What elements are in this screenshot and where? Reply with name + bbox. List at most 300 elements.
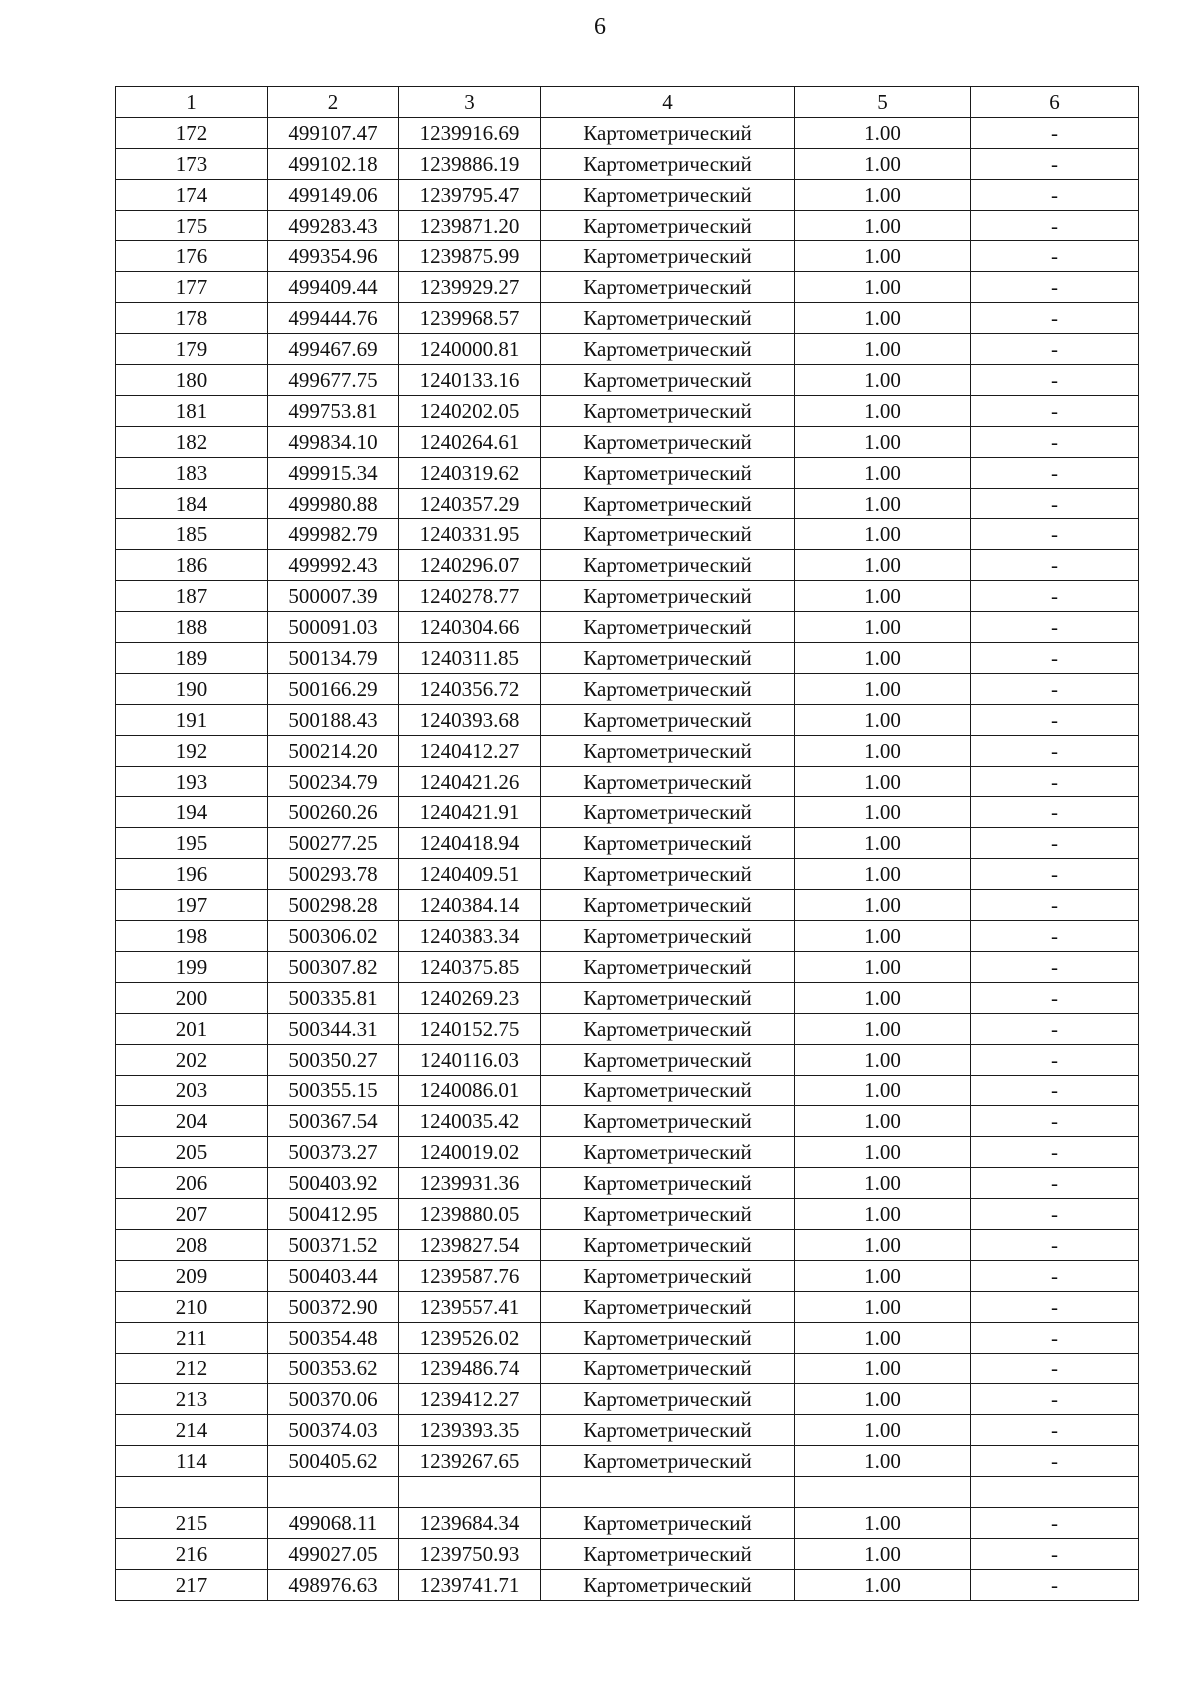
table-cell: 1239526.02 — [399, 1322, 541, 1353]
table-cell: - — [971, 1353, 1139, 1384]
column-header: 4 — [541, 87, 795, 118]
table-cell: 500344.31 — [268, 1013, 399, 1044]
table-cell: 1239827.54 — [399, 1229, 541, 1260]
table-cell: 1240357.29 — [399, 488, 541, 519]
table-cell: 1.00 — [795, 488, 971, 519]
table-cell: 174 — [116, 179, 268, 210]
table-cell: 1.00 — [795, 1075, 971, 1106]
table-cell: 172 — [116, 117, 268, 148]
table-cell: 1.00 — [795, 1538, 971, 1569]
table-cell: - — [971, 735, 1139, 766]
table-cell: 500371.52 — [268, 1229, 399, 1260]
table-cell: 1239557.41 — [399, 1291, 541, 1322]
table-cell: 500234.79 — [268, 766, 399, 797]
table-cell: 499102.18 — [268, 148, 399, 179]
table-cell: - — [971, 1199, 1139, 1230]
table-cell: - — [971, 921, 1139, 952]
table-cell: 1.00 — [795, 457, 971, 488]
table-cell: Картометрический — [541, 643, 795, 674]
table-cell: Картометрический — [541, 1199, 795, 1230]
table-cell: 1240383.34 — [399, 921, 541, 952]
table-cell: 1240418.94 — [399, 828, 541, 859]
table-cell: 1.00 — [795, 982, 971, 1013]
table-cell: 499915.34 — [268, 457, 399, 488]
table-row — [116, 643, 1139, 674]
table-row — [116, 1075, 1139, 1106]
table-cell: 180 — [116, 365, 268, 396]
table-cell: 1.00 — [795, 519, 971, 550]
table-cell: 1.00 — [795, 890, 971, 921]
table-cell: 499068.11 — [268, 1507, 399, 1538]
table-row — [116, 1199, 1139, 1230]
table-cell: - — [971, 117, 1139, 148]
table-cell: Картометрический — [541, 735, 795, 766]
table-cell: Картометрический — [541, 1322, 795, 1353]
table-cell: 500372.90 — [268, 1291, 399, 1322]
table-cell: 500374.03 — [268, 1415, 399, 1446]
column-header: 6 — [971, 87, 1139, 118]
table-cell: 500166.29 — [268, 673, 399, 704]
table-row — [116, 612, 1139, 643]
table-cell: 500306.02 — [268, 921, 399, 952]
table-cell: 1.00 — [795, 797, 971, 828]
table-cell: 500188.43 — [268, 704, 399, 735]
table-cell: - — [971, 365, 1139, 396]
table-cell: - — [971, 1291, 1139, 1322]
table-row — [116, 890, 1139, 921]
table-cell: - — [971, 1106, 1139, 1137]
table-cell: 499107.47 — [268, 117, 399, 148]
table-cell: Картометрический — [541, 859, 795, 890]
table-row — [116, 519, 1139, 550]
table-row — [116, 272, 1139, 303]
table-cell: Картометрический — [541, 1229, 795, 1260]
table-cell: 499354.96 — [268, 241, 399, 272]
table-cell: 499027.05 — [268, 1538, 399, 1569]
table-cell: 1.00 — [795, 179, 971, 210]
table-cell: - — [971, 1569, 1139, 1600]
table-cell: 196 — [116, 859, 268, 890]
table-cell: Картометрический — [541, 550, 795, 581]
table-cell: 500354.48 — [268, 1322, 399, 1353]
table-cell: 1.00 — [795, 395, 971, 426]
table-cell: Картометрический — [541, 890, 795, 921]
table-cell: 500091.03 — [268, 612, 399, 643]
table-row — [116, 1322, 1139, 1353]
table-cell: Картометрический — [541, 1044, 795, 1075]
table-cell — [268, 1477, 399, 1508]
table-cell: Картометрический — [541, 673, 795, 704]
table-cell: 1240375.85 — [399, 951, 541, 982]
table-cell: - — [971, 797, 1139, 828]
table-cell: 1.00 — [795, 1013, 971, 1044]
table-cell: 1240412.27 — [399, 735, 541, 766]
table-cell: Картометрический — [541, 982, 795, 1013]
table-cell: Картометрический — [541, 1446, 795, 1477]
table-cell: 182 — [116, 426, 268, 457]
table-cell: 1239871.20 — [399, 210, 541, 241]
table-cell: 179 — [116, 334, 268, 365]
table-cell: 200 — [116, 982, 268, 1013]
table-cell: - — [971, 828, 1139, 859]
table-cell: 1.00 — [795, 1384, 971, 1415]
table-cell: 197 — [116, 890, 268, 921]
table-cell: Картометрический — [541, 457, 795, 488]
table-cell: 1.00 — [795, 426, 971, 457]
table-cell: 1.00 — [795, 1353, 971, 1384]
table-row — [116, 1229, 1139, 1260]
table-row — [116, 1137, 1139, 1168]
table-cell: 192 — [116, 735, 268, 766]
table-row — [116, 704, 1139, 735]
table-cell: 1240269.23 — [399, 982, 541, 1013]
table-cell: 500214.20 — [268, 735, 399, 766]
table-cell: 177 — [116, 272, 268, 303]
column-header: 2 — [268, 87, 399, 118]
table-cell: Картометрический — [541, 704, 795, 735]
table-cell: - — [971, 581, 1139, 612]
table-cell: Картометрический — [541, 612, 795, 643]
table-cell: 500335.81 — [268, 982, 399, 1013]
table-row — [116, 859, 1139, 890]
table-cell: Картометрический — [541, 1260, 795, 1291]
table-cell: 209 — [116, 1260, 268, 1291]
table-cell — [541, 1477, 795, 1508]
table-cell: 499753.81 — [268, 395, 399, 426]
table-cell: 500307.82 — [268, 951, 399, 982]
table-row — [116, 550, 1139, 581]
table-row — [116, 1168, 1139, 1199]
table-row — [116, 1353, 1139, 1384]
table-cell: Картометрический — [541, 303, 795, 334]
table-cell: 500370.06 — [268, 1384, 399, 1415]
table-cell: 184 — [116, 488, 268, 519]
table-cell: 201 — [116, 1013, 268, 1044]
table-cell: 1239880.05 — [399, 1199, 541, 1230]
table-cell: 1.00 — [795, 1569, 971, 1600]
table-cell: - — [971, 488, 1139, 519]
table-row — [116, 303, 1139, 334]
table-cell: 1.00 — [795, 921, 971, 952]
table-cell: 499283.43 — [268, 210, 399, 241]
table-cell: 1.00 — [795, 210, 971, 241]
table-cell: Картометрический — [541, 951, 795, 982]
table-cell: 1.00 — [795, 334, 971, 365]
table-cell: 212 — [116, 1353, 268, 1384]
table-cell: Картометрический — [541, 1415, 795, 1446]
table-cell: 499992.43 — [268, 550, 399, 581]
table-cell: 500403.44 — [268, 1260, 399, 1291]
table-cell: 1.00 — [795, 612, 971, 643]
table-cell: 210 — [116, 1291, 268, 1322]
table-cell: Картометрический — [541, 395, 795, 426]
table-cell: Картометрический — [541, 210, 795, 241]
table-cell: 499980.88 — [268, 488, 399, 519]
table-row — [116, 1538, 1139, 1569]
table-cell: 500405.62 — [268, 1446, 399, 1477]
table-cell: 500353.62 — [268, 1353, 399, 1384]
table-cell: 1240319.62 — [399, 457, 541, 488]
table-row — [116, 334, 1139, 365]
table-cell: Картометрический — [541, 766, 795, 797]
table-cell: 500403.92 — [268, 1168, 399, 1199]
table-cell: 1.00 — [795, 766, 971, 797]
table-cell: 1239750.93 — [399, 1538, 541, 1569]
table-cell: - — [971, 1168, 1139, 1199]
table-cell: 186 — [116, 550, 268, 581]
table-row — [116, 488, 1139, 519]
table-cell: Картометрический — [541, 1507, 795, 1538]
table-row — [116, 1260, 1139, 1291]
table-cell: Картометрический — [541, 1013, 795, 1044]
table-row — [116, 1415, 1139, 1446]
table-cell: 1.00 — [795, 1044, 971, 1075]
table-cell: - — [971, 272, 1139, 303]
table-cell: 1240421.91 — [399, 797, 541, 828]
table-cell: 1240331.95 — [399, 519, 541, 550]
table-cell: 1.00 — [795, 1229, 971, 1260]
table-cell: Картометрический — [541, 334, 795, 365]
table-cell: 211 — [116, 1322, 268, 1353]
table-cell: - — [971, 1446, 1139, 1477]
table-cell: 1239267.65 — [399, 1446, 541, 1477]
table-cell: Картометрический — [541, 1538, 795, 1569]
table-cell: 1.00 — [795, 117, 971, 148]
table-cell: Картометрический — [541, 1168, 795, 1199]
table-cell: - — [971, 1507, 1139, 1538]
table-cell: - — [971, 550, 1139, 581]
table-cell: - — [971, 241, 1139, 272]
table-row — [116, 1106, 1139, 1137]
table-cell: 499677.75 — [268, 365, 399, 396]
table-cell: 1.00 — [795, 241, 971, 272]
table-cell: 185 — [116, 519, 268, 550]
table-cell: 1240264.61 — [399, 426, 541, 457]
table-cell: - — [971, 766, 1139, 797]
table-cell: 1240202.05 — [399, 395, 541, 426]
table-cell: 1240000.81 — [399, 334, 541, 365]
table-row — [116, 426, 1139, 457]
table-row — [116, 1013, 1139, 1044]
table-cell: 193 — [116, 766, 268, 797]
table-cell: 1.00 — [795, 365, 971, 396]
table-row — [116, 1477, 1139, 1508]
table-cell: 206 — [116, 1168, 268, 1199]
table-cell: 1.00 — [795, 1291, 971, 1322]
table-row — [116, 241, 1139, 272]
table-cell: 500355.15 — [268, 1075, 399, 1106]
table-cell: 1239741.71 — [399, 1569, 541, 1600]
table-cell: 499149.06 — [268, 179, 399, 210]
table-cell: 178 — [116, 303, 268, 334]
table-cell: - — [971, 1538, 1139, 1569]
table-cell: 1.00 — [795, 735, 971, 766]
table-cell: 1240116.03 — [399, 1044, 541, 1075]
table-cell — [971, 1477, 1139, 1508]
table-cell: 213 — [116, 1384, 268, 1415]
table-cell: 500007.39 — [268, 581, 399, 612]
table-cell: - — [971, 1415, 1139, 1446]
table-cell: 500260.26 — [268, 797, 399, 828]
table-cell: 1.00 — [795, 581, 971, 612]
table-cell: 1.00 — [795, 1137, 971, 1168]
table-cell: 500412.95 — [268, 1199, 399, 1230]
table-cell: Картометрический — [541, 148, 795, 179]
column-header: 3 — [399, 87, 541, 118]
table-row — [116, 365, 1139, 396]
table-cell: 1239684.34 — [399, 1507, 541, 1538]
table-cell: - — [971, 1013, 1139, 1044]
table-cell: - — [971, 1260, 1139, 1291]
table-row — [116, 766, 1139, 797]
table-body — [116, 117, 1139, 1600]
table-cell: Картометрический — [541, 1569, 795, 1600]
table-cell: - — [971, 303, 1139, 334]
table-row — [116, 457, 1139, 488]
table-cell: - — [971, 457, 1139, 488]
table-cell: 198 — [116, 921, 268, 952]
table-cell: 500350.27 — [268, 1044, 399, 1075]
table-cell: Картометрический — [541, 1137, 795, 1168]
table-cell: 1239486.74 — [399, 1353, 541, 1384]
table-cell: 191 — [116, 704, 268, 735]
table-cell: 1.00 — [795, 303, 971, 334]
table-cell: 1.00 — [795, 859, 971, 890]
table-cell: 498976.63 — [268, 1569, 399, 1600]
table-cell: 187 — [116, 581, 268, 612]
column-header: 5 — [795, 87, 971, 118]
table-cell: 199 — [116, 951, 268, 982]
table-cell: 1.00 — [795, 673, 971, 704]
table-cell: - — [971, 1075, 1139, 1106]
table-row — [116, 797, 1139, 828]
table-row — [116, 581, 1139, 612]
table-cell: - — [971, 951, 1139, 982]
table-cell: 500298.28 — [268, 890, 399, 921]
table-cell: - — [971, 179, 1139, 210]
table-cell: Картометрический — [541, 1106, 795, 1137]
table-cell: 1239886.19 — [399, 148, 541, 179]
table-cell: - — [971, 395, 1139, 426]
table-cell: 215 — [116, 1507, 268, 1538]
table-cell: 1240152.75 — [399, 1013, 541, 1044]
table-cell: 500293.78 — [268, 859, 399, 890]
table-cell: 1240311.85 — [399, 643, 541, 674]
table-cell: Картометрический — [541, 426, 795, 457]
table-cell: Картометрический — [541, 241, 795, 272]
table-cell: Картометрический — [541, 272, 795, 303]
table-cell: 1240133.16 — [399, 365, 541, 396]
column-header: 1 — [116, 87, 268, 118]
table-cell — [116, 1477, 268, 1508]
table-cell: 217 — [116, 1569, 268, 1600]
table-header-row — [116, 87, 1139, 118]
table-cell: Картометрический — [541, 117, 795, 148]
table-cell: Картометрический — [541, 797, 795, 828]
table-cell: 173 — [116, 148, 268, 179]
table-cell: 1240296.07 — [399, 550, 541, 581]
table-cell: 499982.79 — [268, 519, 399, 550]
table-cell: 1.00 — [795, 1168, 971, 1199]
table-row — [116, 395, 1139, 426]
table-row — [116, 179, 1139, 210]
table-cell: - — [971, 612, 1139, 643]
table-cell: - — [971, 673, 1139, 704]
table-cell: - — [971, 1229, 1139, 1260]
table-cell: 1240384.14 — [399, 890, 541, 921]
table-row — [116, 1384, 1139, 1415]
table-cell: 500277.25 — [268, 828, 399, 859]
table-cell: 205 — [116, 1137, 268, 1168]
table-cell: - — [971, 334, 1139, 365]
table-cell: 175 — [116, 210, 268, 241]
table-cell: 1239931.36 — [399, 1168, 541, 1199]
table-cell: 500367.54 — [268, 1106, 399, 1137]
table-row — [116, 828, 1139, 859]
table-cell: 1239412.27 — [399, 1384, 541, 1415]
table-cell: 183 — [116, 457, 268, 488]
table-cell: - — [971, 890, 1139, 921]
table-row — [116, 1569, 1139, 1600]
table-row — [116, 1044, 1139, 1075]
table-cell: 1240019.02 — [399, 1137, 541, 1168]
table-cell: - — [971, 1384, 1139, 1415]
table-cell: 1239587.76 — [399, 1260, 541, 1291]
table-cell: 1239916.69 — [399, 117, 541, 148]
table-cell: 203 — [116, 1075, 268, 1106]
table-cell: 202 — [116, 1044, 268, 1075]
table-cell: 1.00 — [795, 704, 971, 735]
table-row — [116, 735, 1139, 766]
table-cell: - — [971, 1322, 1139, 1353]
table-cell: 1240086.01 — [399, 1075, 541, 1106]
table-cell: - — [971, 1044, 1139, 1075]
table-cell: 216 — [116, 1538, 268, 1569]
table-cell: 1240304.66 — [399, 612, 541, 643]
table-cell: Картометрический — [541, 488, 795, 519]
table-row — [116, 117, 1139, 148]
table-cell: 1.00 — [795, 828, 971, 859]
table-cell: 204 — [116, 1106, 268, 1137]
table-cell: - — [971, 148, 1139, 179]
table-cell: 499409.44 — [268, 272, 399, 303]
table-cell: 1239875.99 — [399, 241, 541, 272]
table-cell — [795, 1477, 971, 1508]
table-cell: 1.00 — [795, 643, 971, 674]
table-cell: 114 — [116, 1446, 268, 1477]
table-cell: Картометрический — [541, 1291, 795, 1322]
table-cell: 499834.10 — [268, 426, 399, 457]
table-cell: - — [971, 982, 1139, 1013]
table-cell: 1240035.42 — [399, 1106, 541, 1137]
table-cell: 1240393.68 — [399, 704, 541, 735]
table-cell: 499444.76 — [268, 303, 399, 334]
table-cell: 500134.79 — [268, 643, 399, 674]
table-cell: 1239929.27 — [399, 272, 541, 303]
table-cell: 1.00 — [795, 272, 971, 303]
page-number: 6 — [594, 14, 606, 40]
table-cell: 214 — [116, 1415, 268, 1446]
table-cell: 1.00 — [795, 1106, 971, 1137]
table-cell: Картометрический — [541, 365, 795, 396]
table-cell: - — [971, 519, 1139, 550]
table-cell: 1240278.77 — [399, 581, 541, 612]
table-cell: 1.00 — [795, 951, 971, 982]
table-cell: 1240409.51 — [399, 859, 541, 890]
table-row — [116, 1291, 1139, 1322]
table-cell: 1.00 — [795, 148, 971, 179]
table-cell: 194 — [116, 797, 268, 828]
